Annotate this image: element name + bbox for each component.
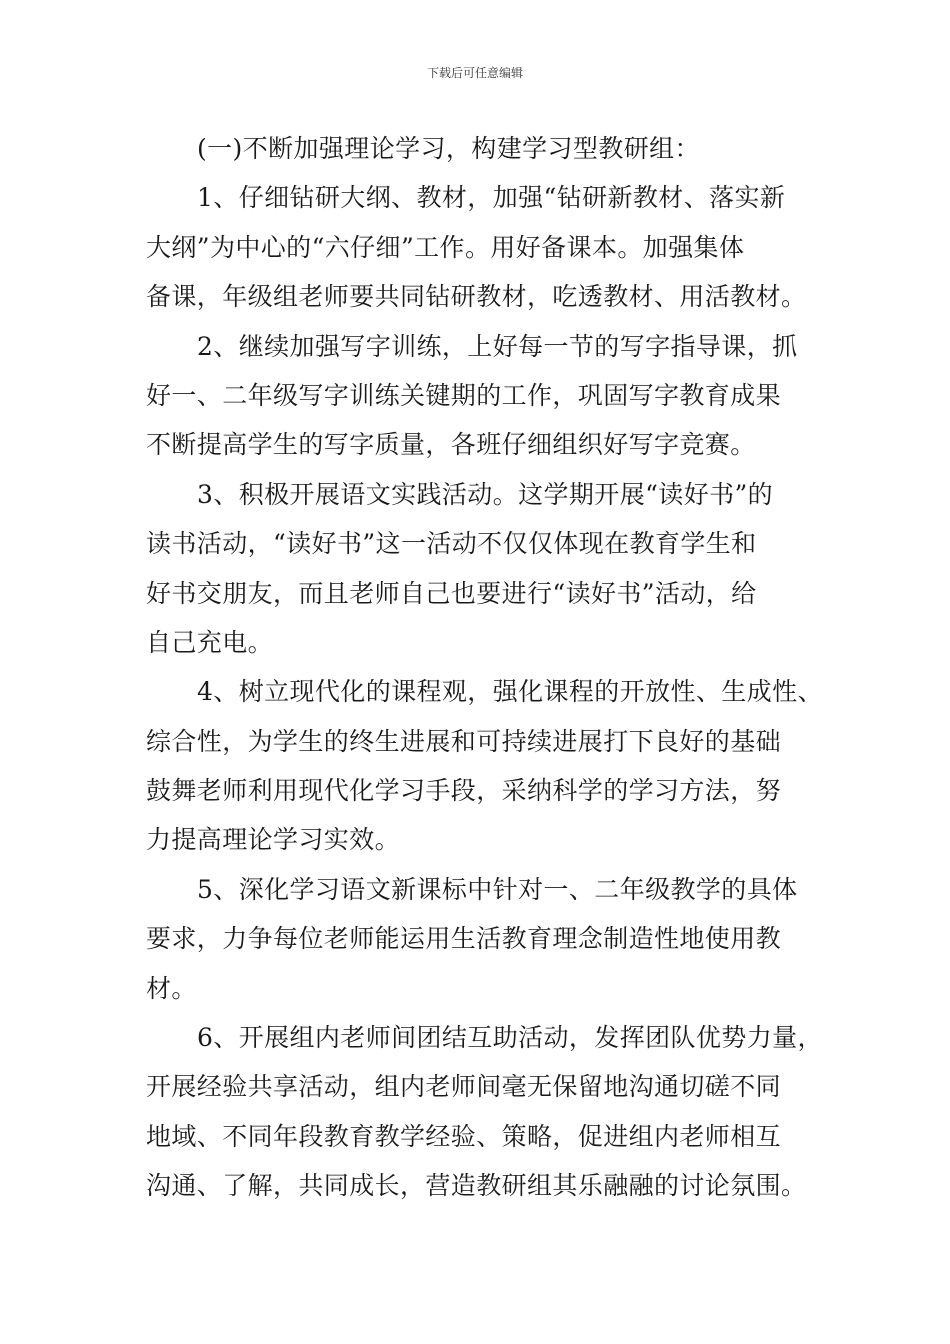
paragraph-6-line: 开展经验共享活动，组内老师间毫无保留地沟通切磋不同	[146, 1072, 782, 1102]
paragraph-6-line: 6、开展组内老师间团结互助活动，发挥团队优势力量，	[197, 1023, 823, 1053]
paragraph-3-line: 读书活动，“读好书”这一活动不仅仅体现在教育学生和	[146, 529, 757, 559]
paragraph-2-line: 2、继续加强写字训练，上好每一节的写字指导课，抓	[197, 331, 798, 361]
paragraph-1-line: 大纲”为中心的“六仔细”工作。用好备课本。加强集体	[146, 232, 745, 262]
paragraph-3-line: 自己充电。	[146, 627, 274, 657]
paragraph-5-line: 材。	[146, 973, 197, 1003]
paragraph-3-line: 3、积极开展语文实践活动。这学期开展“读好书”的	[197, 479, 774, 509]
paragraph-3-line: 好书交朋友，而且老师自己也要进行“读好书”活动，给	[146, 578, 757, 608]
paragraph-2-line: 不断提高学生的写字质量，各班仔细组织好写字竞赛。	[146, 430, 756, 460]
page-header: 下载后可任意编辑	[426, 66, 523, 80]
section-heading: (一)不断加强理论学习，构建学习型教研组：	[197, 134, 700, 163]
paragraph-4-line: 鼓舞老师利用现代化学习手段，采纳科学的学习方法，努	[146, 776, 782, 806]
paragraph-6-line: 沟通、了解，共同成长，营造教研组其乐融融的讨论氛围。	[146, 1171, 807, 1201]
paragraph-5-line: 5、深化学习语文新课标中针对一、二年级教学的具体	[197, 874, 798, 904]
paragraph-6-line: 地域、不同年段教育教学经验、策略，促进组内老师相互	[146, 1121, 782, 1151]
paragraph-4-line: 综合性，为学生的终生进展和可持续进展打下良好的基础	[146, 726, 782, 756]
paragraph-1-line: 1、仔细钻研大纲、教材，加强“钻研新教材、落实新	[197, 183, 786, 213]
document-body	[146, 124, 826, 1211]
paragraph-4-line: 4、树立现代化的课程观，强化课程的开放性、生成性、	[197, 677, 823, 707]
paragraph-4-line: 力提高理论学习实效。	[146, 825, 401, 855]
paragraph-2-line: 好一、二年级写字训练关键期的工作，巩固写字教育成果	[146, 380, 782, 410]
paragraph-5-line: 要求，力争每位老师能运用生活教育理念制造性地使用教	[146, 924, 782, 954]
paragraph-1-line: 备课，年级组老师要共同钻研教材，吃透教材、用活教材。	[146, 282, 807, 312]
